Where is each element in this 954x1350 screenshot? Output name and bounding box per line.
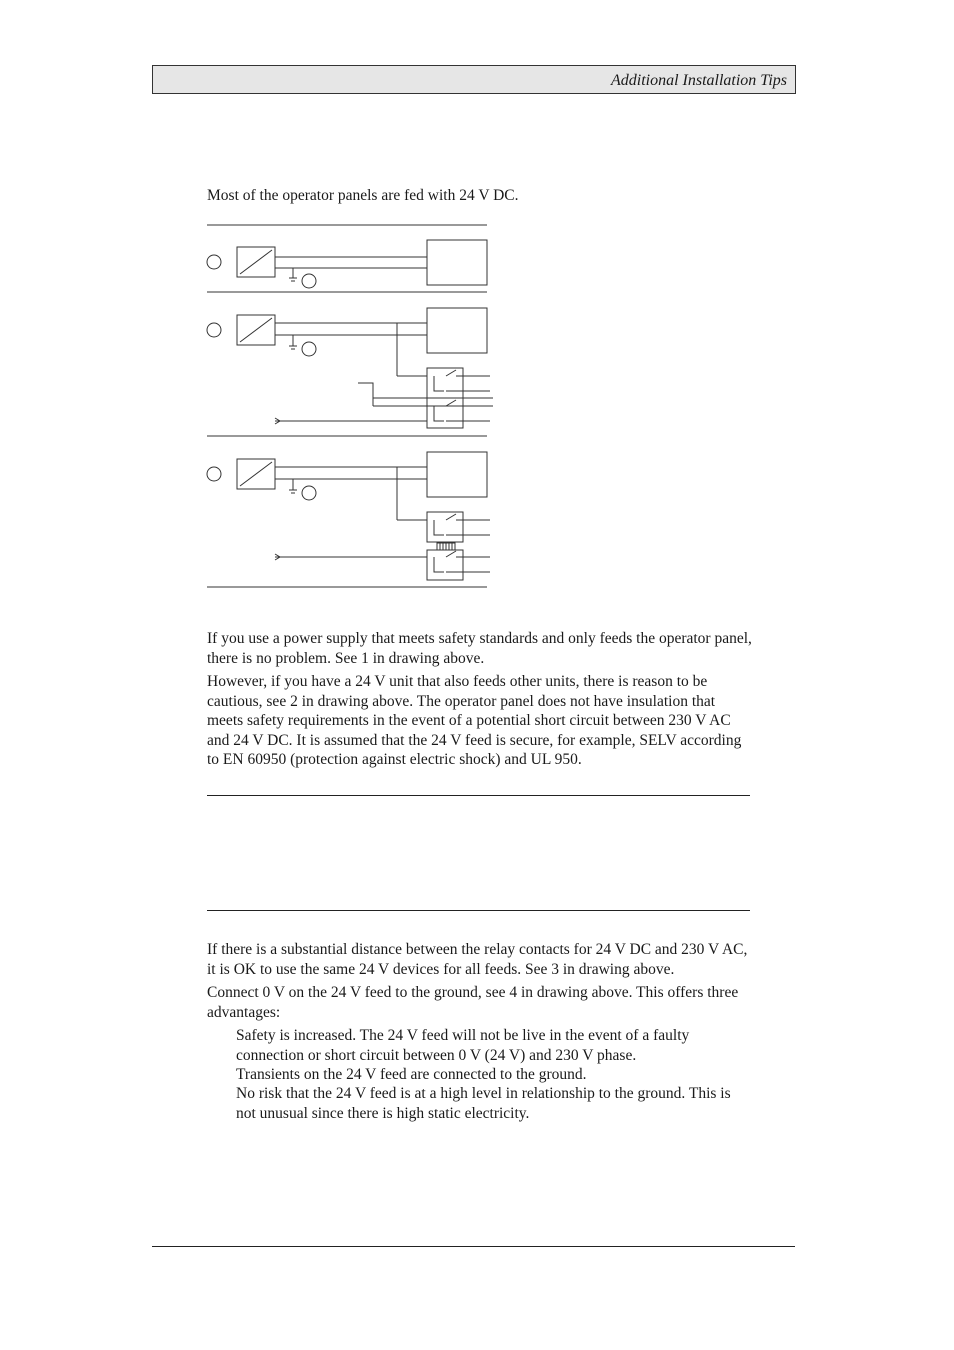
advantage-item: Transients on the 24 V feed are connected to the ground. xyxy=(236,1066,587,1083)
paragraph-2: However, if you have a 24 V unit that also feeds other units, there is reason to be cautious, see 2 in drawing above. The operator panel does not have insulation that meets safety requirements in the event of a potential short circuit between 230 V AC and 24 V DC. It is assumed that the 24 V feed is secure, for example, SELV according to EN 60950 (protection against electric shock) and UL 950. xyxy=(207,673,742,768)
note-rule-top xyxy=(207,795,750,796)
header-bar xyxy=(152,65,796,94)
paragraph-3: If there is a substantial distance between the relay contacts for 24 V DC and 230 V AC, it is OK to use the same 24 V devices for all feeds. See 3 in drawing above. xyxy=(207,941,748,978)
note-rule-bottom xyxy=(207,910,750,911)
advantage-item: No risk that the 24 V feed is at a high level in relationship to the ground. This is not unusual since there is high static electricity. xyxy=(236,1085,731,1122)
paragraph-1: If you use a power supply that meets safety standards and only feeds the operator panel, there is no problem. See 1 in drawing above. xyxy=(207,630,752,667)
footer-rule xyxy=(152,1246,795,1247)
diagram-section-1 xyxy=(207,240,487,288)
advantage-item: Safety is increased. The 24 V feed will not be live in the event of a faulty connection or short circuit between 0 V (24 V) and 230 V phase. xyxy=(236,1027,690,1064)
intro-text: Most of the operator panels are fed with 24 V DC. xyxy=(207,187,519,204)
paragraph-4: Connect 0 V on the 24 V feed to the ground, see 4 in drawing above. This offers three advantages: xyxy=(207,984,739,1021)
header-title: Additional Installation Tips xyxy=(610,72,787,89)
diagram-section-2 xyxy=(207,308,493,428)
wiring-diagram xyxy=(200,215,500,593)
diagram-section-3 xyxy=(207,452,490,580)
